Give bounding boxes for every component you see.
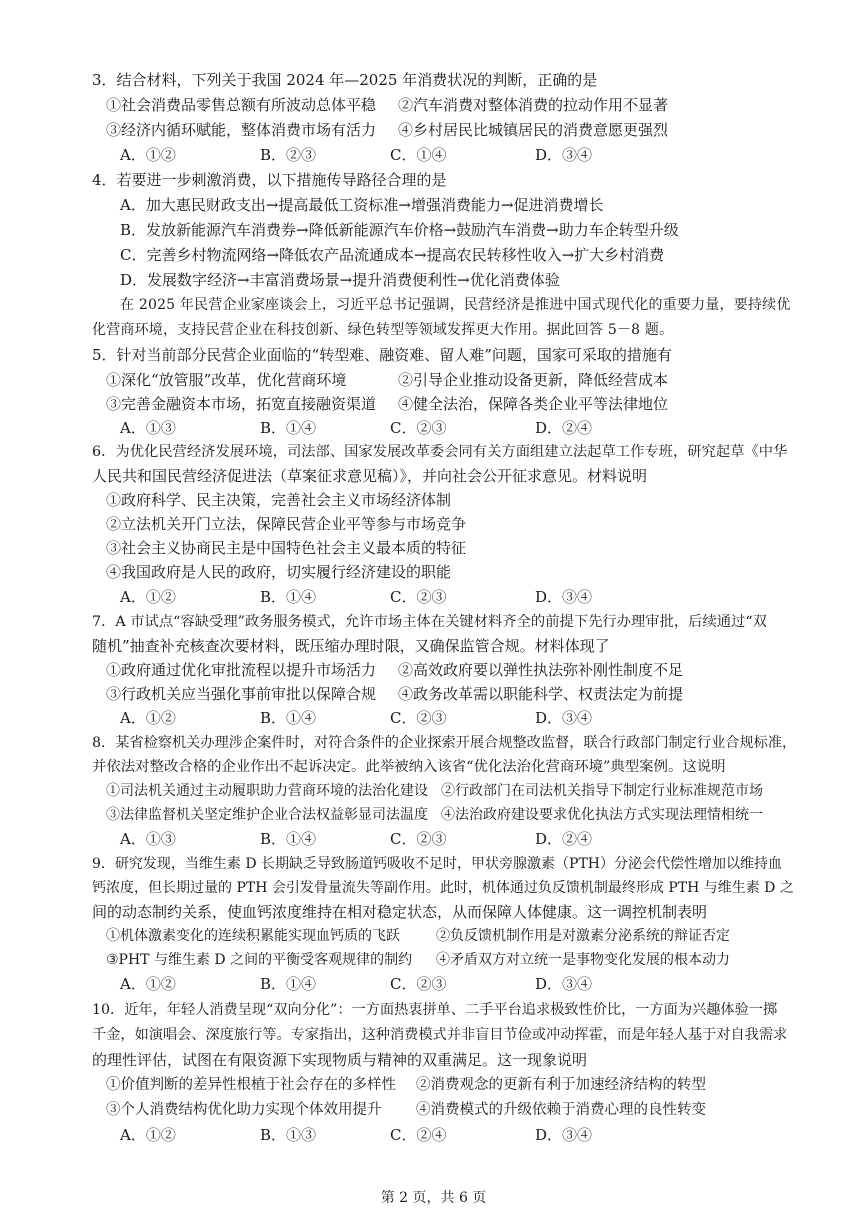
q10-stem-line-1: 10．近年，年轻人消费呈现“双向分化”：一方面热衷拼单、二手平台追求极致性价比，一方面为兴趣体验一掷 xyxy=(92,1002,778,1018)
q8-choice-b: B．①④ xyxy=(260,830,317,848)
q9-choice-b: B．①④ xyxy=(260,975,317,993)
q3-choice-b: B．②③ xyxy=(260,146,317,164)
q9-option-2: ②负反馈机制作用是对激素分泌系统的辩证否定 xyxy=(436,928,730,944)
q10-option-2: ②消费观念的更新有利于加速经济结构的转型 xyxy=(416,1077,706,1093)
q7-choice-b: B．①④ xyxy=(260,709,317,727)
q7-choice-a: A．①② xyxy=(120,709,176,727)
q4-option-b: B．发放新能源汽车消费券→降低新能源汽车价格→鼓励汽车消费→助力车企转型升级 xyxy=(120,221,679,239)
q5-option-4: ④健全法治，保障各类企业平等法律地位 xyxy=(398,395,669,413)
q7-option-2: ②高效政府要以弹性执法弥补刚性制度不足 xyxy=(398,661,684,679)
q9-choice-c: C．②③ xyxy=(390,975,447,993)
q7-choice-d: D．③④ xyxy=(535,709,593,727)
q8-option-3: ③法律监督机关坚定维护企业合法权益彰显司法温度 xyxy=(106,807,428,823)
q9-stem-line-2: 钙浓度，但长期过量的 PTH 会引发骨量流失等副作用。此时，机体通过负反馈机制最终形成 PTH 与维生素 D 之 xyxy=(92,880,794,896)
q7-option-3: ③行政机关应当强化事前审批以保障合规 xyxy=(106,685,377,703)
q8-option-2: ②行政部门在司法机关指导下制定行业标准规范市场 xyxy=(441,783,763,799)
q5-option-3: ③完善金融资本市场，拓宽直接融资渠道 xyxy=(106,395,377,413)
q4-option-c: C．完善乡村物流网络→降低农产品流通成本→提高农民转移性收入→扩大乡村消费 xyxy=(120,246,665,264)
q10-stem-line-2: 千金，如演唱会、深度旅行等。专家指出，这种消费模式并非盲目节俭或冲动挥霍，而是年轻人基于对自我需求 xyxy=(92,1027,788,1043)
q10-option-1: ①价值判断的差异性根植于社会存在的多样性 xyxy=(106,1077,396,1093)
q4-option-d: D．发展数字经济→丰富消费场景→提升消费便利性→优化消费体验 xyxy=(120,271,560,289)
q9-choice-d: D．③④ xyxy=(535,975,593,993)
q6-option-1: ①政府科学、民主决策，完善社会主义市场经济体制 xyxy=(106,491,452,509)
q6-choice-a: A．①② xyxy=(120,588,176,606)
q8-choice-c: C．②③ xyxy=(390,830,447,848)
q3-option-2: ②汽车消费对整体消费的拉动作用不显著 xyxy=(398,96,669,114)
q8-option-4: ④法治政府建设要求优化执法方式实现法理情相统一 xyxy=(441,807,763,823)
q3-stem: 3．结合材料，下列关于我国 2024 年—2025 年消费状况的判断，正确的是 xyxy=(92,71,598,89)
q6-choice-c: C．②③ xyxy=(390,588,447,606)
q10-choice-b: B．①③ xyxy=(260,1126,317,1144)
q10-choice-a: A．①② xyxy=(120,1126,176,1144)
q10-choice-d: D．③④ xyxy=(535,1126,593,1144)
q5-option-1: ①深化“放管服”改革，优化营商环境 xyxy=(106,371,347,389)
q3-option-3: ③经济内循环赋能，整体消费市场有活力 xyxy=(106,121,377,139)
q8-stem-line-2: 并依法对整改合格的企业作出不起诉决定。此举被纳入该省“优化法治化营商环境”典型案例。这说明 xyxy=(92,759,726,775)
q3-choice-a: A．①② xyxy=(120,146,176,164)
q3-option-1: ①社会消费品零售总额有所波动总体平稳 xyxy=(106,96,377,114)
q9-choice-a: A．①② xyxy=(120,975,176,993)
q3-choice-d: D．③④ xyxy=(535,146,593,164)
q5-option-2: ②引导企业推动设备更新，降低经营成本 xyxy=(398,371,669,389)
q10-stem-line-3: 的理性评估，试图在有限资源下实现物质与精神的双重满足。这一现象说明 xyxy=(92,1051,588,1069)
q7-stem-line-1: 7．A 市试点“容缺受理”政务服务模式，允许市场主体在关键材料齐全的前提下先行办理审批，后续通过“双 xyxy=(92,614,767,630)
q6-stem-line-2: 人民共和国民营经济促进法（草案征求意见稿）》，并向社会公开征求意见。材料说明 xyxy=(92,467,648,485)
q5-stem: 5．针对当前部分民营企业面临的“转型难、融资难、留人难”问题，国家可采取的措施有 xyxy=(92,346,672,364)
q8-option-1: ①司法机关通过主动履职助力营商环境的法治化建设 xyxy=(106,783,428,799)
q9-option-3: ③PHT 与维生素 D 之间的平衡受客观规律的制约 xyxy=(106,952,413,968)
q7-option-1: ①政府通过优化审批流程以提升市场活力 xyxy=(106,661,377,679)
q9-stem-line-3: 间的动态制约关系，使血钙浓度维持在相对稳定状态，从而保障人体健康。这一调控机制表明 xyxy=(92,903,708,921)
q9-stem-line-1: 9．研究发现，当维生素 D 长期缺乏导致肠道钙吸收不足时，甲状旁腺激素（PTH）分泌会代偿性增加以维持血 xyxy=(92,856,782,872)
q5-choice-d: D．②④ xyxy=(535,419,593,437)
q6-option-3: ③社会主义协商民主是中国特色社会主义最本质的特征 xyxy=(106,539,467,557)
q6-option-2: ②立法机关开门立法，保障民营企业平等参与市场竞争 xyxy=(106,515,467,533)
material-line-2: 化营商环境，支持民营企业在科技创新、绿色转型等领域发挥更大作用。据此回答 5－8 题。 xyxy=(92,322,674,338)
q3-option-4: ④乡村居民比城镇居民的消费意愿更强烈 xyxy=(398,121,669,139)
q5-choice-a: A．①③ xyxy=(120,419,176,437)
q3-choice-c: C．①④ xyxy=(390,146,447,164)
q6-choice-b: B．①④ xyxy=(260,588,317,606)
q8-stem-line-1: 8．某省检察机关办理涉企案件时，对符合条件的企业探索开展合规整改监督，联合行政部门制定行业合规标准， xyxy=(92,735,797,751)
q7-choice-c: C．②③ xyxy=(390,709,447,727)
page-number: 第 2 页，共 6 页 xyxy=(380,1190,487,1206)
material-line-1: 在 2025 年民营企业家座谈会上，习近平总书记强调，民营经济是推进中国式现代化的重要力量，要持续优 xyxy=(120,297,791,313)
q9-option-4: ④矛盾双方对立统一是事物变化发展的根本动力 xyxy=(436,952,730,968)
q5-choice-c: C．②③ xyxy=(390,419,447,437)
q6-choice-d: D．③④ xyxy=(535,588,593,606)
q9-option-1: ①机体激素变化的连续积累能实现血钙质的飞跃 xyxy=(106,928,400,944)
q7-stem-line-2: 随机”抽查补充核查次要材料，既压缩办理时限，又确保监管合规。材料体现了 xyxy=(92,637,610,655)
q10-option-4: ④消费模式的升级依赖于消费心理的良性转变 xyxy=(416,1102,706,1118)
q4-stem: 4．若要进一步刺激消费，以下措施传导路径合理的是 xyxy=(92,171,447,189)
q4-option-a: A．加大惠民财政支出→提高最低工资标准→增强消费能力→促进消费增长 xyxy=(120,196,604,214)
q10-choice-c: C．②④ xyxy=(390,1126,447,1144)
q8-choice-d: D．②④ xyxy=(535,830,593,848)
q7-option-4: ④政务改革需以职能科学、权责法定为前提 xyxy=(398,685,684,703)
q6-option-4: ④我国政府是人民的政府，切实履行经济建设的职能 xyxy=(106,563,452,581)
q6-stem-line-1: 6．为优化民营经济发展环境，司法部、国家发展改革委会同有关方面组建立法起草工作专班，研究起草《中华 xyxy=(92,444,788,460)
q5-choice-b: B．①④ xyxy=(260,419,317,437)
q10-option-3: ③个人消费结构优化助力实现个体效用提升 xyxy=(106,1102,382,1118)
q8-choice-a: A．①③ xyxy=(120,830,176,848)
